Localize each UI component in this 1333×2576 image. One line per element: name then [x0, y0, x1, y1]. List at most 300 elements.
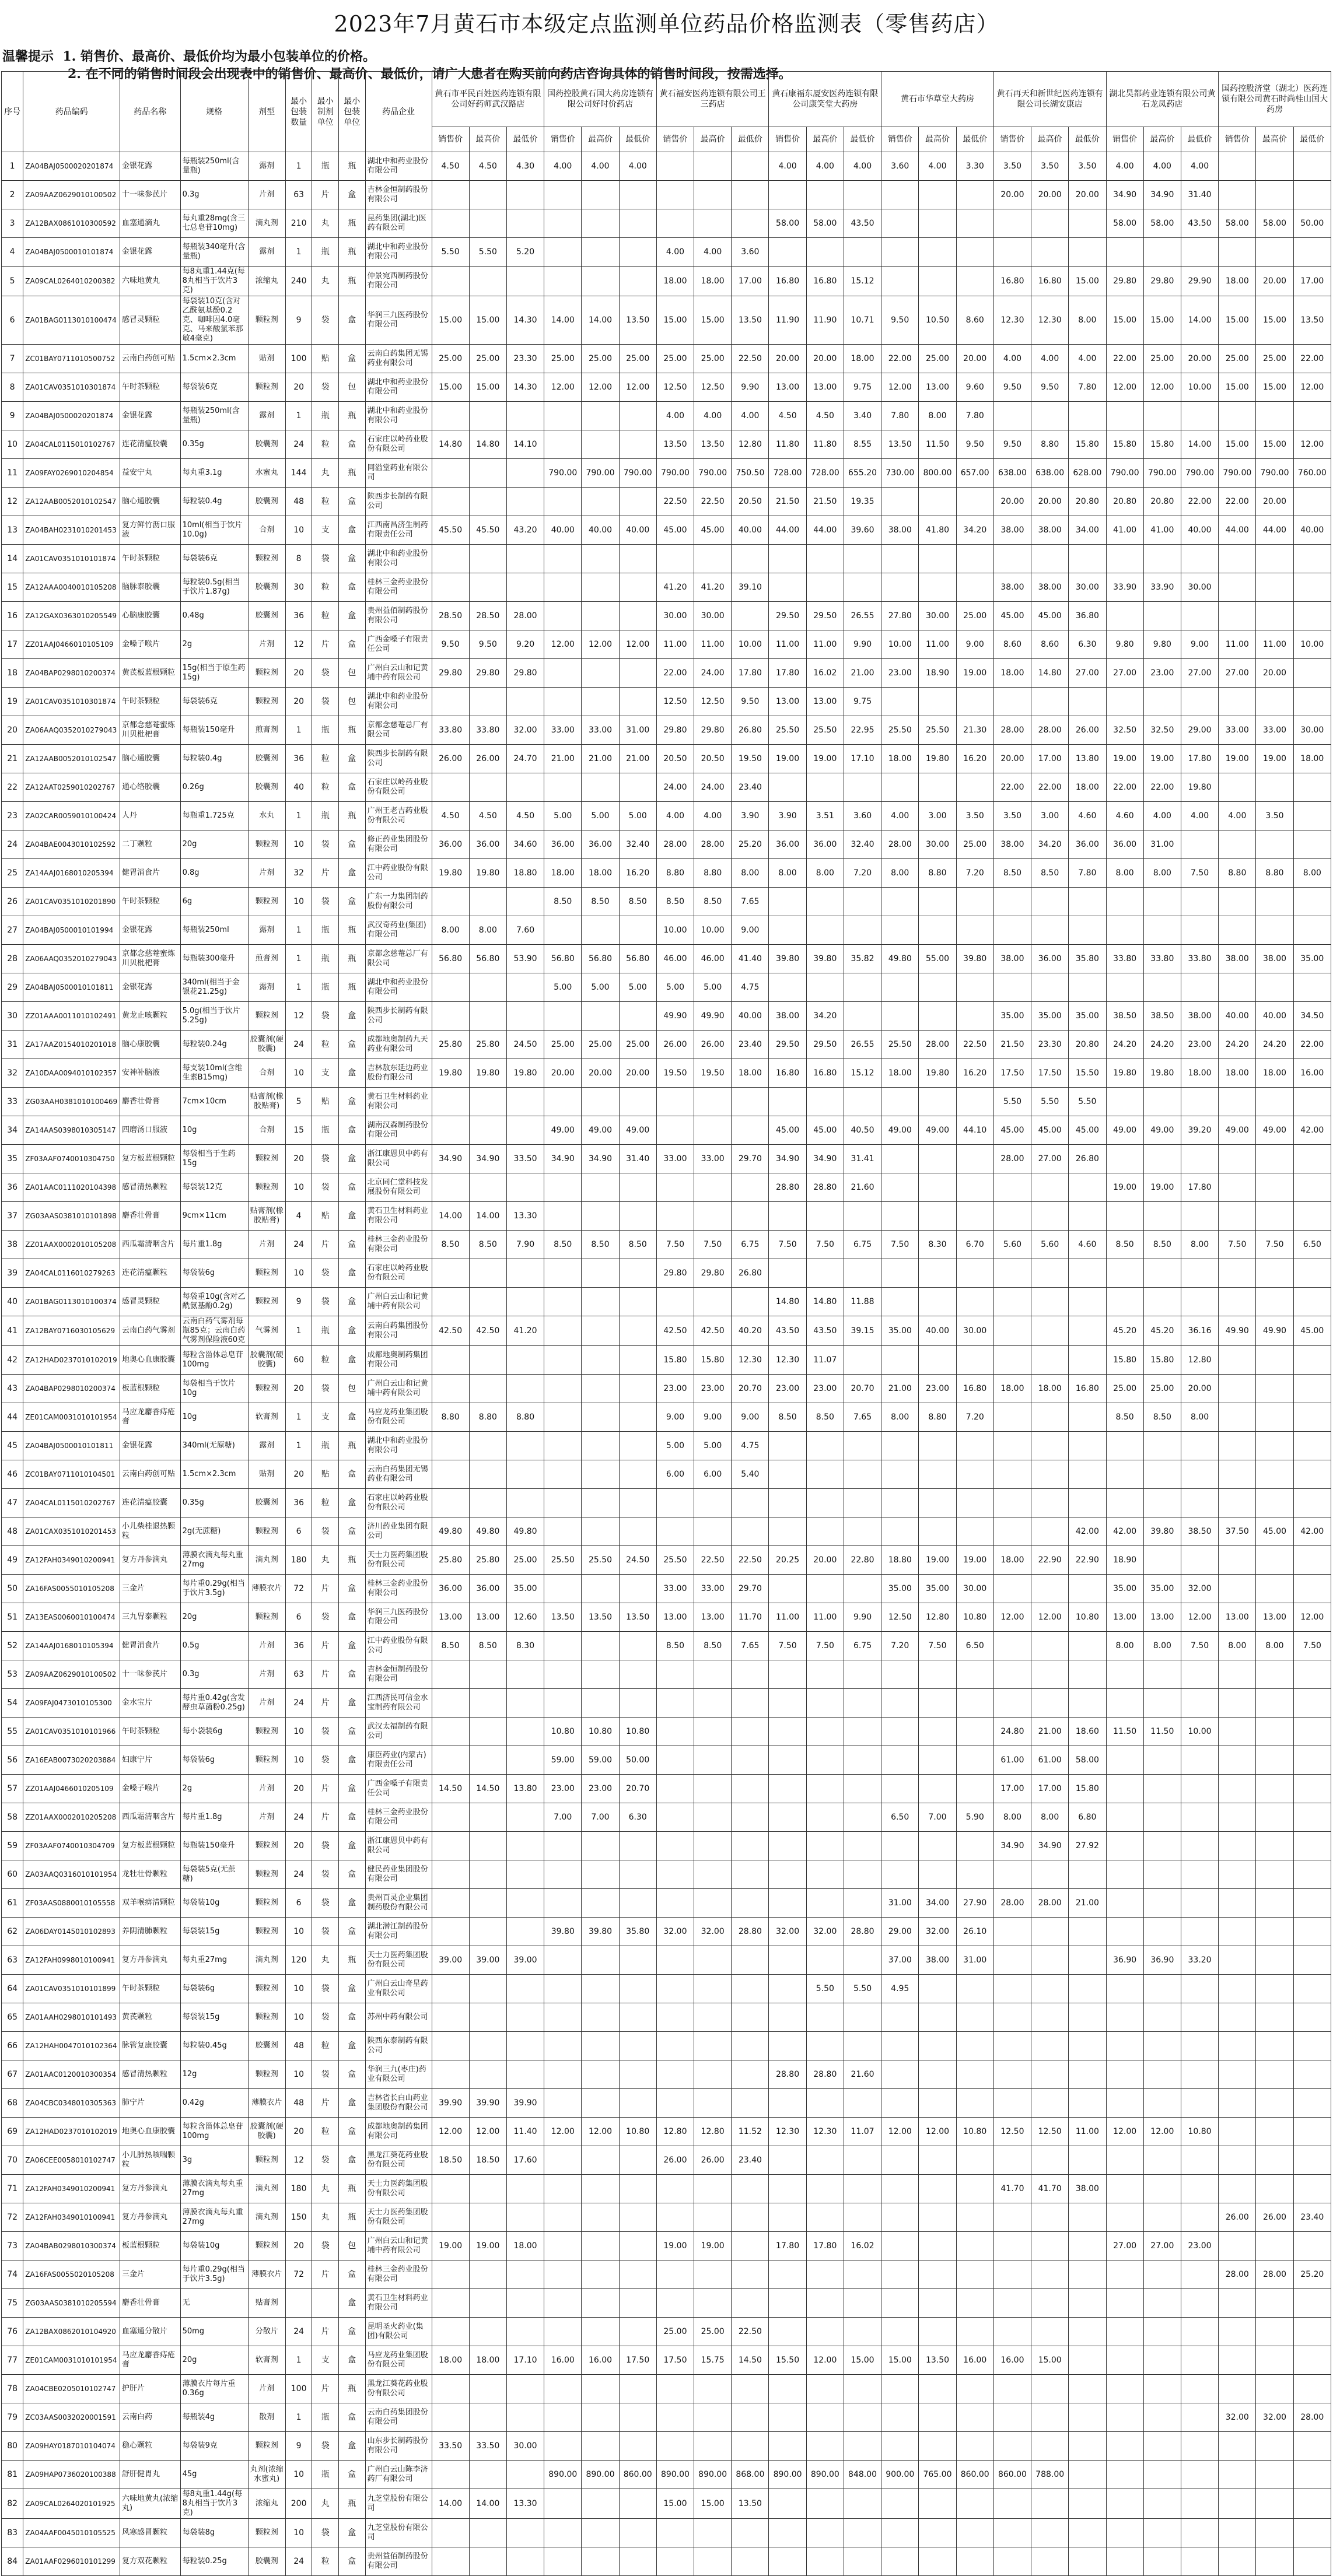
cell-price: [919, 2232, 956, 2260]
cell-unit: 袋: [312, 2519, 339, 2547]
cell-price: [881, 1832, 919, 1860]
cell-price: [619, 2232, 656, 2260]
cell-qty: 20: [285, 2232, 312, 2260]
cell-price: 8.80: [432, 1403, 469, 1432]
cell-price: [582, 1660, 619, 1689]
cell-spec: 每袋装6g: [180, 1975, 248, 2003]
cell-price: [1219, 402, 1256, 430]
cell-code: ZG03AAS0381010101898: [23, 1202, 120, 1231]
cell-price: [769, 1660, 806, 1689]
cell-price: [1031, 1489, 1069, 1517]
cell-price: 18.00: [1293, 745, 1331, 773]
cell-price: [769, 1860, 806, 1889]
cell-price: [506, 459, 544, 488]
cell-price: [1069, 2203, 1106, 2232]
cell-price: 11.90: [769, 296, 806, 345]
cell-price: [844, 1088, 881, 1116]
cell-company: 湖北中和药业股份有限公司: [365, 688, 432, 716]
cell-company: 湖北中和药业股份有限公司: [365, 545, 432, 573]
cell-qty: [285, 2289, 312, 2318]
cell-price: 34.50: [1293, 1002, 1331, 1031]
cell-price: [506, 1918, 544, 1946]
cell-price: 4.50: [469, 152, 506, 181]
cell-no: 27: [2, 916, 23, 945]
cell-price: [1143, 916, 1181, 945]
cell-price: 26.00: [694, 2146, 732, 2175]
cell-price: 59.00: [582, 1746, 619, 1775]
cell-price: [544, 659, 582, 688]
cell-company: 吉林金恒制药股份有限公司: [365, 181, 432, 209]
cell-qty: 20: [285, 1375, 312, 1403]
cell-company: 济川药业集团有限公司: [365, 1517, 432, 1546]
cell-price: [544, 1632, 582, 1660]
cell-name: 脉管复康胶囊: [120, 2032, 181, 2060]
cell-price: 790.00: [1106, 459, 1143, 488]
cell-price: 6.00: [694, 1460, 732, 1489]
cell-price: 36.80: [1069, 602, 1106, 630]
cell-spec: 每袋装15g: [180, 2003, 248, 2032]
cell-price: [1219, 1889, 1256, 1918]
cell-price: [544, 2203, 582, 2232]
cell-no: 15: [2, 573, 23, 602]
cell-form: 浓缩丸: [248, 2489, 285, 2519]
cell-unit: 片: [312, 2260, 339, 2289]
cell-price: [619, 1375, 656, 1403]
cell-form: 露剂: [248, 973, 285, 1002]
cell-price: 8.00: [732, 859, 769, 888]
cell-unit: 丸: [312, 2489, 339, 2519]
cell-price: [432, 973, 469, 1002]
cell-form: 颗粒剂: [248, 2003, 285, 2032]
table-row: [2, 802, 1331, 830]
cell-price: [432, 1660, 469, 1689]
cell-price: 5.60: [1031, 1231, 1069, 1259]
cell-form: 颗粒剂: [248, 2232, 285, 2260]
cell-spec: 每片重1.8g: [180, 1803, 248, 1832]
cell-price: [881, 2175, 919, 2203]
cell-price: 6.80: [1069, 1803, 1106, 1832]
cell-price: [1219, 2461, 1256, 2489]
cell-qty: 10: [285, 2519, 312, 2547]
cell-price: 11.88: [844, 1288, 881, 1316]
cell-qty: 1: [285, 402, 312, 430]
cell-no: 71: [2, 2175, 23, 2203]
cell-form: 滴丸剂: [248, 2175, 285, 2203]
cell-price: [656, 1832, 694, 1860]
cell-price: 15.00: [1031, 2346, 1069, 2375]
cell-price: [1143, 2489, 1181, 2519]
cell-unit: 片: [312, 2318, 339, 2346]
cell-price: [769, 2175, 806, 2203]
cell-price: 4.00: [1219, 802, 1256, 830]
cell-pack: 盒: [338, 516, 365, 545]
cell-no: 32: [2, 1059, 23, 1088]
cell-price: [469, 181, 506, 209]
cell-form: 片剂: [248, 1632, 285, 1660]
cell-price: 17.10: [506, 2346, 544, 2375]
cell-price: [619, 1173, 656, 1202]
cell-price: [1219, 1918, 1256, 1946]
cell-price: [506, 1889, 544, 1918]
cell-unit: 袋: [312, 1832, 339, 1860]
cell-price: 33.00: [582, 716, 619, 745]
cell-price: 45.00: [1031, 1116, 1069, 1145]
cell-price: 4.00: [806, 152, 844, 181]
cell-price: [1293, 1889, 1331, 1918]
cell-pack: 盒: [338, 1517, 365, 1546]
cell-no: 35: [2, 1145, 23, 1173]
cell-price: [769, 1803, 806, 1832]
cell-no: 60: [2, 1860, 23, 1889]
cell-price: 45.00: [806, 1116, 844, 1145]
cell-price: [993, 545, 1031, 573]
cell-unit: 粒: [312, 573, 339, 602]
cell-price: [1031, 1975, 1069, 2003]
cell-price: [1031, 2547, 1069, 2576]
cell-price: 24.20: [1219, 1031, 1256, 1059]
cell-price: 7.50: [881, 1231, 919, 1259]
cell-price: [1293, 2232, 1331, 2260]
cell-name: 西瓜霜清咽含片: [120, 1803, 181, 1832]
cell-code: ZA04BAJ0500010101811: [23, 973, 120, 1002]
cell-price: [1106, 2289, 1143, 2318]
cell-price: 13.50: [881, 430, 919, 459]
cell-price: [1069, 2489, 1106, 2519]
cell-price: 14.00: [432, 2489, 469, 2519]
cell-price: [1219, 1746, 1256, 1775]
cell-price: 58.00: [806, 209, 844, 238]
cell-price: [732, 181, 769, 209]
cell-price: [881, 1517, 919, 1546]
cell-name: 小儿肺热咳喘颗粒: [120, 2146, 181, 2175]
cell-price: [544, 2032, 582, 2060]
cell-price: [1106, 1746, 1143, 1775]
cell-price: 38.50: [1181, 1517, 1218, 1546]
cell-price: [806, 973, 844, 1002]
cell-price: 8.00: [1256, 1632, 1293, 1660]
cell-price: [656, 1689, 694, 1718]
cell-pack: 瓶: [338, 945, 365, 973]
cell-form: 滴丸剂: [248, 2203, 285, 2232]
table-row: [2, 2461, 1331, 2489]
cell-price: 25.20: [732, 830, 769, 859]
cell-code: ZA09FAJ0473010105300: [23, 1689, 120, 1718]
cell-price: 36.00: [1069, 830, 1106, 859]
cell-price: 31.40: [619, 1145, 656, 1173]
cell-price: 49.00: [881, 1116, 919, 1145]
cell-price: [956, 916, 993, 945]
cell-price: 17.50: [1031, 1059, 1069, 1088]
cell-price: [881, 209, 919, 238]
cell-price: [1293, 1975, 1331, 2003]
cell-price: [544, 1860, 582, 1889]
cell-price: [619, 1432, 656, 1460]
cell-price: 19.80: [1181, 773, 1218, 802]
price-subheader: 最低价: [956, 127, 993, 152]
cell-price: [619, 2547, 656, 2576]
cell-price: [956, 1832, 993, 1860]
cell-code: ZF03AAF0740010304709: [23, 1832, 120, 1860]
cell-name: 麝香壮骨膏: [120, 1202, 181, 1231]
cell-price: [469, 2289, 506, 2318]
cell-price: 3.90: [732, 802, 769, 830]
cell-price: 27.00: [1219, 659, 1256, 688]
cell-price: 8.30: [506, 1632, 544, 1660]
cell-price: 6.70: [956, 1231, 993, 1259]
cell-no: 3: [2, 209, 23, 238]
cell-price: [544, 2432, 582, 2461]
cell-price: [694, 1975, 732, 2003]
cell-price: [469, 2461, 506, 2489]
cell-price: 25.00: [619, 1031, 656, 1059]
cell-price: [582, 1889, 619, 1918]
cell-price: [806, 2375, 844, 2403]
cell-price: [544, 1173, 582, 1202]
cell-price: [1181, 402, 1218, 430]
cell-no: 69: [2, 2118, 23, 2146]
cell-price: 18.00: [694, 267, 732, 296]
cell-unit: 瓶: [312, 2461, 339, 2489]
cell-price: 25.00: [1106, 1375, 1143, 1403]
cell-price: [1106, 2403, 1143, 2432]
cell-code: ZA09HAY0187010104074: [23, 2432, 120, 2461]
cell-price: [769, 2289, 806, 2318]
cell-price: [544, 238, 582, 267]
cell-price: 25.00: [956, 830, 993, 859]
cell-price: [469, 459, 506, 488]
cell-qty: 8: [285, 545, 312, 573]
cell-company: 仲景宛西制药股份有限公司: [365, 267, 432, 296]
cell-price: 15.80: [1106, 430, 1143, 459]
cell-price: 12.50: [656, 373, 694, 402]
cell-price: 12.80: [732, 430, 769, 459]
cell-name: 连花清瘟胶囊: [120, 430, 181, 459]
cell-price: [469, 488, 506, 516]
cell-spec: 每片重1.8g: [180, 1231, 248, 1259]
cell-price: [769, 1975, 806, 2003]
cell-price: [769, 238, 806, 267]
cell-price: [1069, 2003, 1106, 2032]
cell-price: [1293, 2089, 1331, 2118]
cell-price: [619, 545, 656, 573]
cell-name: 四磨汤口服液: [120, 1116, 181, 1145]
cell-price: [919, 1689, 956, 1718]
cell-qty: 1: [285, 2346, 312, 2375]
cell-price: 15.80: [1143, 430, 1181, 459]
cell-price: [806, 1660, 844, 1689]
cell-qty: 12: [285, 1002, 312, 1031]
cell-price: [1106, 2519, 1143, 2547]
cell-unit: 瓶: [312, 402, 339, 430]
cell-pack: 瓶: [338, 716, 365, 745]
cell-price: [432, 1803, 469, 1832]
cell-price: [1106, 1918, 1143, 1946]
cell-code: ZA14AAJ0168010205394: [23, 859, 120, 888]
cell-price: 790.00: [582, 459, 619, 488]
cell-price: [469, 2003, 506, 2032]
cell-spec: 0.3g: [180, 181, 248, 209]
cell-price: [1181, 1689, 1218, 1718]
cell-price: [1219, 688, 1256, 716]
cell-price: 12.00: [582, 2118, 619, 2146]
cell-price: [956, 2175, 993, 2203]
cell-price: [993, 2260, 1031, 2289]
cell-price: [1143, 2519, 1181, 2547]
cell-price: [1293, 1946, 1331, 1975]
cell-price: 39.80: [806, 945, 844, 973]
cell-price: 19.00: [469, 2232, 506, 2260]
cell-price: [1106, 1689, 1143, 1718]
cell-pack: 盒: [338, 2461, 365, 2489]
cell-no: 23: [2, 802, 23, 830]
cell-price: 7.80: [1069, 859, 1106, 888]
cell-unit: 袋: [312, 296, 339, 345]
cell-price: [1031, 2289, 1069, 2318]
cell-price: [1293, 2346, 1331, 2375]
cell-code: ZF03AAS0880010105558: [23, 1889, 120, 1918]
cell-price: 30.00: [956, 1316, 993, 1346]
table-row: [2, 2089, 1331, 2118]
cell-spec: 每丸重3.1g: [180, 459, 248, 488]
cell-price: [656, 1775, 694, 1803]
cell-price: [881, 2003, 919, 2032]
cell-price: [769, 2089, 806, 2118]
cell-price: [432, 773, 469, 802]
cell-price: [806, 2547, 844, 2576]
cell-spec: 每袋重10g(含对乙酰氨基酚0.2g): [180, 1288, 248, 1316]
cell-price: 5.50: [432, 238, 469, 267]
cell-unit: 粒: [312, 488, 339, 516]
cell-price: [919, 1259, 956, 1288]
cell-price: 31.40: [1181, 181, 1218, 209]
cell-pack: 盒: [338, 1575, 365, 1603]
cell-price: 4.75: [732, 973, 769, 1002]
cell-form: 滴丸剂: [248, 1946, 285, 1975]
cell-price: [1031, 2489, 1069, 2519]
cell-name: 麝香壮骨膏: [120, 2289, 181, 2318]
cell-form: 胶囊剂: [248, 773, 285, 802]
cell-price: 4.00: [732, 402, 769, 430]
cell-price: [619, 1002, 656, 1031]
cell-price: [844, 1517, 881, 1546]
cell-price: 25.80: [469, 1031, 506, 1059]
cell-price: [919, 1975, 956, 2003]
cell-price: [769, 973, 806, 1002]
table-row: [2, 1689, 1331, 1718]
table-row: [2, 209, 1331, 238]
cell-price: 18.00: [506, 2232, 544, 2260]
cell-price: [1069, 2461, 1106, 2489]
cell-price: [1181, 1546, 1218, 1575]
cell-price: [619, 1460, 656, 1489]
cell-price: 56.80: [432, 945, 469, 973]
cell-price: [1219, 2346, 1256, 2375]
cell-price: [582, 2089, 619, 2118]
cell-company: 桂林三金药业股份有限公司: [365, 1231, 432, 1259]
cell-unit: 袋: [312, 1975, 339, 2003]
cell-code: ZA01BAG0113010100474: [23, 296, 120, 345]
cell-unit: 片: [312, 181, 339, 209]
cell-price: [1256, 1173, 1293, 1202]
cell-price: 28.00: [919, 1031, 956, 1059]
table-row: [2, 373, 1331, 402]
cell-price: [582, 2375, 619, 2403]
cell-price: [956, 2032, 993, 2060]
cell-name: 午时茶颗粒: [120, 1975, 181, 2003]
cell-price: [656, 2375, 694, 2403]
cell-price: [881, 2289, 919, 2318]
cell-code: ZA12AAB0052010102547: [23, 488, 120, 516]
cell-price: [1219, 773, 1256, 802]
cell-price: 10.00: [694, 916, 732, 945]
cell-price: 17.60: [506, 2146, 544, 2175]
cell-price: 29.70: [732, 1575, 769, 1603]
cell-qty: 1: [285, 2403, 312, 2432]
cell-price: [1293, 1689, 1331, 1718]
cell-price: [432, 1689, 469, 1718]
cell-price: [844, 1832, 881, 1860]
cell-price: 8.50: [582, 1231, 619, 1259]
cell-code: ZA01CAV0351010301874: [23, 688, 120, 716]
cell-price: [432, 2519, 469, 2547]
cell-price: [506, 1259, 544, 1288]
cell-price: [656, 1718, 694, 1746]
cell-qty: 6: [285, 1889, 312, 1918]
cell-price: 14.10: [506, 430, 544, 459]
cell-pack: 包: [338, 2232, 365, 2260]
cell-price: [956, 1460, 993, 1489]
cell-price: [881, 2060, 919, 2089]
cell-unit: 粒: [312, 602, 339, 630]
cell-price: 18.00: [993, 1375, 1031, 1403]
cell-price: [993, 1432, 1031, 1460]
cell-price: 45.50: [469, 516, 506, 545]
cell-spec: 0.8g: [180, 859, 248, 888]
cell-no: 59: [2, 1832, 23, 1860]
cell-no: 72: [2, 2203, 23, 2232]
cell-price: 39.00: [432, 1946, 469, 1975]
cell-pack: 瓶: [338, 1946, 365, 1975]
cell-price: 33.00: [694, 1575, 732, 1603]
cell-unit: 支: [312, 1059, 339, 1088]
cell-price: [619, 2146, 656, 2175]
cell-price: 38.00: [1031, 516, 1069, 545]
cell-price: 16.00: [582, 2346, 619, 2375]
cell-price: [1069, 2146, 1106, 2175]
cell-price: [1031, 2060, 1069, 2089]
cell-price: [469, 1460, 506, 1489]
cell-company: 广州白云山和记黄埔中药有限公司: [365, 659, 432, 688]
cell-price: [1293, 888, 1331, 916]
cell-price: 4.00: [582, 152, 619, 181]
cell-price: 12.00: [619, 373, 656, 402]
cell-price: [1256, 2146, 1293, 2175]
cell-name: 复方丹参滴丸: [120, 1546, 181, 1575]
cell-company: 湖南汉森制药股份有限公司: [365, 1116, 432, 1145]
cell-qty: 6: [285, 1603, 312, 1632]
cell-price: 13.50: [619, 296, 656, 345]
cell-price: 6.30: [619, 1803, 656, 1832]
cell-price: [956, 888, 993, 916]
cell-price: [1293, 1775, 1331, 1803]
cell-price: [619, 2432, 656, 2461]
cell-price: [582, 1832, 619, 1860]
cell-price: [506, 1375, 544, 1403]
cell-price: [806, 2032, 844, 2060]
cell-price: [919, 1002, 956, 1031]
cell-price: [1293, 2489, 1331, 2519]
cell-price: [993, 2318, 1031, 2346]
